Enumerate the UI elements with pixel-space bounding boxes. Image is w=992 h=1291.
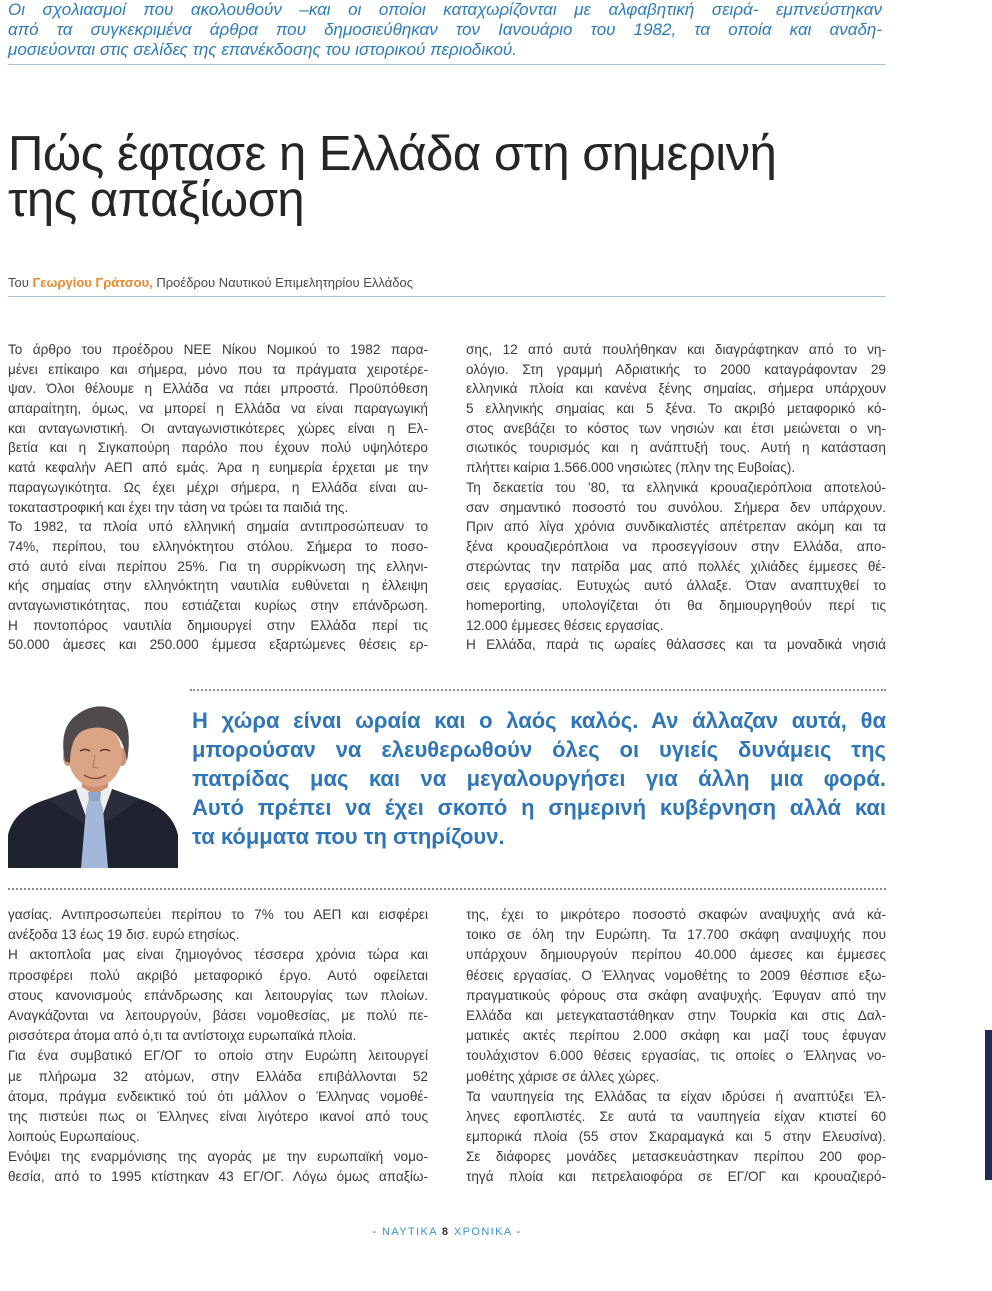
text-line: στος ανεβάζει το κόστος των νησιών και έτσι μειώνεται ο νη- <box>466 420 886 436</box>
article-column <box>8 905 428 1188</box>
footer-magazine-name: ΝΑΥΤΙΚΑ <box>381 1226 438 1238</box>
text-line: Η ακτοπλοΐα μας είναι ζημιογόνος τέσσερα χρόνια τώρα και <box>8 947 428 963</box>
footer-dash: - <box>372 1226 378 1238</box>
text-line: Σε διάφορες μονάδες μετασκευάστηκαν περίπου 200 φορ- <box>466 1149 886 1165</box>
text-line: ανταγωνιστικότητας, που εστιάζεται κυρίως στην επάνδρωση. <box>8 597 428 613</box>
quote-line: Η χώρα είναι ωραία και ο λαός καλός. Αν άλλαζαν αυτά, θα <box>192 708 886 733</box>
text-line: στους κανονισμούς επάνδρωσης και λειτουργίας των πλοίων. <box>8 987 428 1003</box>
text-line: προσφέρει πολύ ακριβό μεταφορικό έργο. Αυτό οφείλεται <box>8 967 428 983</box>
text-line: μένει επίκαιρο και σήμερα, μόνο που τα πράγματα χειροτέρε- <box>8 361 428 377</box>
text-line: τοκαταστροφική και έχει την τάση να τρώει τα παιδιά της. <box>8 499 349 515</box>
article-title <box>8 127 886 227</box>
text-line: Τα ναυπηγεία της Ελλάδας τα είχαν ιδρύσει ή αναπτύξει Έλ- <box>466 1088 886 1104</box>
dotted-divider <box>190 689 886 691</box>
text-line: ξένα κρουαζιερόπλοια να προσεγγίσουν στην Ελλάδα, απο- <box>466 538 886 554</box>
text-line: Το άρθρο του προέδρου ΝΕΕ Νίκου Νομικού το 1982 παρα- <box>8 342 428 357</box>
article-column <box>466 340 886 655</box>
pull-quote <box>192 706 886 851</box>
text-line: της, έχει το μικρότερο ποσοστό σκαφών αναψυχής ανά κά- <box>466 907 886 922</box>
text-line: λοιπούς Ευρωπαίους. <box>8 1129 140 1145</box>
text-line: κατά κεφαλήν ΑΕΠ από εμάς. Άρα η ευημερία έρχεται με την <box>8 460 428 476</box>
author-portrait-photo <box>8 697 178 868</box>
text-line: άτομα, πράγμα ενδεικτικό τού ότι μάλλον ο Έλληνας νομοθέ- <box>8 1088 428 1104</box>
divider <box>8 296 886 297</box>
text-line: 5 ελληνικής σημαίας και 5 ξένα. Το ακριβό μεταφορικό κό- <box>466 401 886 417</box>
text-line: Αναγκάζονται να λειτουργούν, βάσει νομοθεσίας, με πολύ πε- <box>8 1007 428 1023</box>
text-line: Για ένα συμβατικό ΕΓ/ΟΓ το οποίο στην Ευρώπη λειτουργεί <box>8 1048 428 1064</box>
text-line: 12.000 έμμεσες θέσεις εργασίας. <box>466 617 664 633</box>
text-line: ελληνικά πλοία και κανένα ξένης σημαίας, σήμερα υπάρχουν <box>466 381 886 397</box>
text-line: σεις εργασίας. Ευτυχώς αυτό άλλαξε. Όταν αναπτυχθεί το <box>466 578 886 594</box>
text-line: της πιστεύει πως οι Έλληνες είναι λιγότερο ικανοί από τους <box>8 1108 428 1124</box>
text-line: ψαν. Όλοι θέλουμε η Ελλάδα να πάει μπροστά. Προϋπόθεση <box>8 381 428 397</box>
article-column <box>8 340 428 655</box>
divider <box>8 64 886 65</box>
text-line: βετία και η Σιγκαπούρη παρόλο που έχουν πολύ υψηλότερο <box>8 440 428 456</box>
intro-line: από τα συγκεκριμένα άρθρα που δημοσιεύθηκαν τον Ιανουάριο του 1982, τα οποία και αναδη- <box>8 20 882 39</box>
page-edge-marker <box>985 1030 992 1180</box>
byline <box>8 275 886 291</box>
text-line: πραγματικούς φόρους στα σκάφη αναψυχής. Έφυγαν από την <box>466 987 886 1003</box>
text-line: θεσία, από το 1995 κτίστηκαν 43 ΕΓ/ΟΓ. Λόγω όμως απαξίω- <box>8 1169 428 1185</box>
intro-line: Οι σχολιασμοί που ακολουθούν –και οι οποίοι καταχωρίζονται με αλφαβητική σειρά- εμπνεύστηκαν <box>8 0 882 19</box>
title-line: Πώς έφτασε η Ελλάδα στη σημερινή <box>8 127 777 181</box>
page-footer <box>8 1224 886 1240</box>
text-line: ολόγιο. Στη γραμμή Αδριατικής το 2000 καταγράφονταν 29 <box>466 361 886 377</box>
text-line: σης, 12 από αυτά πουλήθηκαν και διαγράφτηκαν από το νη- <box>466 342 886 357</box>
byline-prefix: Του <box>8 275 29 290</box>
footer-magazine-name: ΧΡΟΝΙΚΑ <box>453 1226 513 1238</box>
text-line: Η Ελλάδα, παρά τις ωραίες θάλασσες και τα μοναδικά νησιά <box>466 637 886 653</box>
quote-line: τα κόμματα που τη στηρίζουν. <box>192 824 505 849</box>
text-line: ληνες εφοπλιστές. Σε αυτά τα ναυπηγεία είχαν κτιστεί 60 <box>466 1108 886 1124</box>
byline-author: Γεωργίου Γράτσου, <box>32 275 153 290</box>
text-line: κής σημαίας στην ελληνόκτητη ναυτιλία ευθύνεται η έλλειψη <box>8 578 428 594</box>
text-line: ρισσότερα άτομα από ό,τι τα αντίστοιχα ευρωπαϊκά πλοία. <box>8 1028 357 1044</box>
text-line: και ανταγωνιστική. Οι ανταγωνιστικότερες χώρες είναι η Ελ- <box>8 420 428 436</box>
portrait-tie-knot <box>88 792 101 801</box>
quote-line: μπορούσαν να ελευθερωθούν όλες οι υγιείς δυνάμεις της <box>192 737 886 762</box>
intro-note <box>8 0 882 60</box>
text-line: Ενόψει της εναρμόνισης της αγοράς με την ευρωπαϊκή νομο- <box>8 1149 428 1165</box>
text-line: σαν σημαντικό ποσοστό του συνόλου. Σήμερα δεν υπάρχουν. <box>466 499 886 515</box>
text-line: στό αυτό είναι περίπου 25%. Για τη συρρίκνωση της ελληνι- <box>8 558 428 574</box>
title-line: της απαξίωση <box>8 173 305 227</box>
text-line: Η ποντοπόρος ναυτιλία δημιουργεί στην Ελλάδα περί τις <box>8 617 428 633</box>
text-line: ματικές ακτές περίπου 2.000 σκάφη και μαζί τους έφυγαν <box>466 1028 886 1044</box>
text-line: Το 1982, τα πλοία υπό ελληνική σημαία αντιπροσώπευαν το <box>8 519 428 535</box>
text-line: 74%, περίπου, του ελληνόκτητου στόλου. Σήμερα το ποσο- <box>8 538 428 554</box>
text-line: τοικο σε όλη την Ευρώπη. Τα 17.700 σκάφη αναψυχής που <box>466 927 886 943</box>
text-line: τουλάχιστον 6.000 θέσεις εργασίας, τις οποίες ο Έλληνας νο- <box>466 1048 886 1064</box>
page-number: 8 <box>441 1226 450 1238</box>
intro-line: μοσιεύονται στις σελίδες της επανέκδοσης του ιστορικού περιοδικού. <box>8 40 517 59</box>
quote-line: πατρίδας μας και να μεγαλουργήσει για άλλη μια φορά. <box>192 766 886 791</box>
text-line: ανέξοδα 13 έως 19 δισ. ευρώ ετησίως. <box>8 927 240 943</box>
text-line: Ελλάδα και μετεγκαταστάθηκαν στην Τουρκία και στις Δαλ- <box>466 1007 886 1023</box>
footer-dash: - <box>516 1226 522 1238</box>
text-line: τηγά πλοία και πετρελαιοφόρα σε ΕΓ/ΟΓ και κρουαζιερό- <box>466 1169 886 1185</box>
dotted-divider <box>8 888 886 890</box>
text-line: με πλήρωμα 32 ατόμων, στην Ελλάδα επιβάλλονται 52 <box>8 1068 428 1084</box>
text-line: γασίας. Αντιπροσωπεύει περίπου το 7% του ΑΕΠ και εισφέρει <box>8 907 428 922</box>
text-line: σιωτικός τουρισμός και η ανάπτυξή τους. Αυτή η κατάσταση <box>466 440 886 456</box>
text-line: πλήττει καίρια 1.566.000 νησιώτες (πλην της Ευβοίας). <box>466 460 796 476</box>
text-line: Τη δεκαετία του ’80, τα ελληνικά κρουαζιερόπλοια αποτελού- <box>466 479 886 495</box>
text-line: 50.000 άμεσες και 250.000 έμμεσα εξαρτώμενες θέσεις ερ- <box>8 637 428 653</box>
byline-role: Προέδρου Ναυτικού Επιμελητηρίου Ελλάδος <box>156 275 413 290</box>
text-line: εμπορικά πλοία (55 στον Σκαραμαγκά και 5 στην Ελευσίνα). <box>466 1129 886 1145</box>
text-line: homeporting, υπολογίζεται ότι θα δημιουργηθούν περί τις <box>466 597 886 613</box>
text-line: θέσεις εργασίας. Ο Έλληνας νομοθέτης το 2009 θέσπισε εξω- <box>466 967 886 983</box>
text-line: μοθέτης χάρισε σε άλλες χώρες. <box>466 1068 660 1084</box>
text-line: απαραίτητη, όμως, να μπορεί η Ελλάδα να είναι παραγωγική <box>8 401 428 417</box>
text-line: Πριν από λίγα χρόνια συνδικαλιστές απέτρεπαν ακόμη και τα <box>466 519 886 535</box>
quote-line: Αυτό πρέπει να έχει σκοπό η σημερινή κυβέρνηση αλλά και <box>192 795 886 820</box>
text-line: παραγωγικότητα. Ως έχει μέχρι σήμερα, η Ελλάδα είναι αυ- <box>8 479 428 495</box>
article-column <box>466 905 886 1188</box>
text-line: στερώντας την πατρίδα μας από πολλές χιλιάδες έμμεσες θέ- <box>466 558 886 574</box>
text-line: υπάρχουν δημιουργούν περίπου 40.000 άμεσες και έμμεσες <box>466 947 886 963</box>
